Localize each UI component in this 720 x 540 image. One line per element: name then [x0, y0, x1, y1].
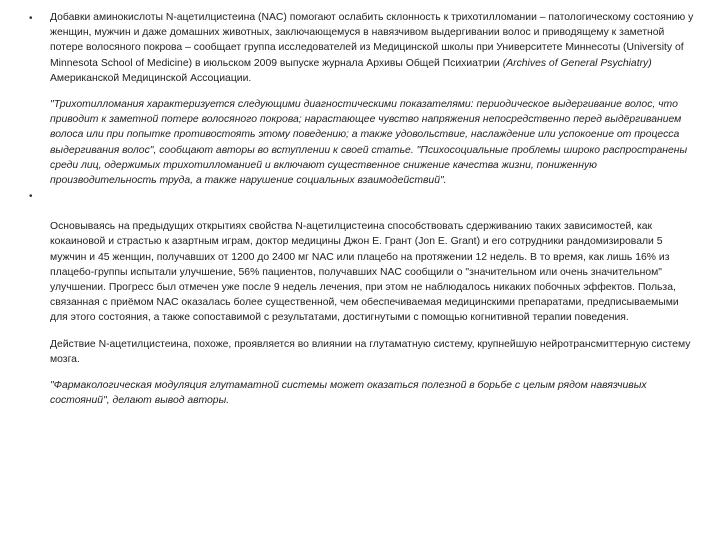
document-body [50, 10, 698, 408]
paragraph-quote-definition: "Трихотилломания характеризуется следующими диагностическими показателями: периодическое выдергивание волос, что приводит к заметной потере волосяного покрова; нарастающее чувство напряжения непосредственно перед выдёргиванием волоса или при попытке противостоять этому поведению; а также удовольствие, наслаждение или успокоение от процесса выдергивания волос", сообщают авторы во вступлении к своей статье. "Психосоциальные проблемы широко распространены среди лиц, одержимых трихотилломанией и включают существенное снижение качества жизни, пониженную производительность труда, а также нарушение социальных взаимодействий". [50, 99, 688, 187]
intro-text-a: Добавки аминокислоты N-ацетилцистеина (NAC) помогают ослабить склонность к трихотилломании – патологическому состоянию у женщин, мужчин и даже домашних животных, заключающемуся в навязчивом выдергивании волос и приводящему к заметной потере волосяного покрова – сообщает группа исследователей из Медицинской школы при Университете Миннесоты (University of Minnesota School of Medicine) в июльском 2009 выпуске журнала Архивы Общей Психиатрии [50, 12, 694, 69]
bullet-marker-2: • [29, 191, 33, 202]
paragraph-conclusion: "Фармакологическая модуляция глутаматной системы может оказаться полезной в борьбе с целым рядом навязчивых состояний", делают вывод авторы. [50, 380, 647, 407]
paragraph-mechanism: Действие N-ацетилцистеина, похоже, проявляется во влиянии на глутаматную систему, крупнейшую нейротрансмиттерную систему мозга. [50, 338, 691, 365]
journal-name: (Archives of General Psychiatry) [502, 57, 652, 69]
intro-text-b: Американской Медицинской Ассоциации. [50, 72, 252, 84]
bullet-marker-1: • [29, 13, 33, 24]
paragraph-intro [50, 10, 698, 86]
paragraph-study: Основываясь на предыдущих открытиях свойства N-ацетилцистеина способствовать сдерживанию таких зависимостей, как кокаиновой и страстью к азартным играм, доктор медицины Джон Е. Грант (Jon E. Grant) и его сотрудники рандомизировали 5 мужчин и 45 женщин, получавших от 1200 до 2400 мг NAC или плацебо на протяжении 12 недель. В то время, как лишь 16% из плацебо-группы испытали улучшение, 56% пациентов, получавших NAC сообщили о "значительном или очень значительном" улучшении. Прогресс был отмечен уже после 9 недель лечения, при этом не наблюдалось никаких побочных эффектов. Польза, связанная с приёмом NAC оказалась более существенной, чем обеспечиваемая медицинскими препаратами, предписываемыми для этого состояния, а также сопоставимой с результатами, достигнутыми с помощью когнитивной терапии поведения. [50, 221, 679, 324]
